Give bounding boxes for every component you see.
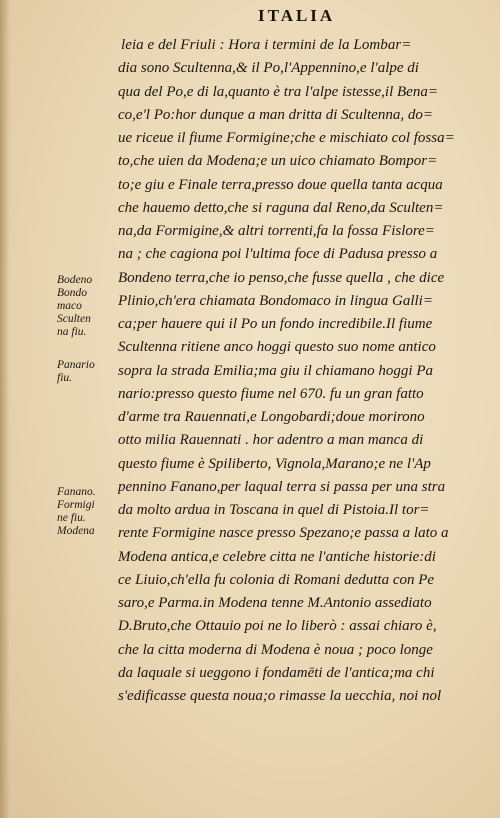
text-line: Modena antica,e celebre citta ne l'antiche historie:di xyxy=(118,548,436,565)
margin-note xyxy=(57,274,117,339)
text-line: na,da Formigine,& altri torrenti,fa la fossa Fislore= xyxy=(118,223,435,239)
running-head xyxy=(0,6,500,30)
text-line: questo fiume è Spiliberto, Vignola,Marano;e ne l'Ap xyxy=(118,455,431,472)
text-line: ue riceue il fiume Formigine;che e mischiato col fossa= xyxy=(118,130,455,146)
text-line: d'arme tra Rauennati,e Longobardi;doue morirono xyxy=(118,409,425,425)
text-line: co,e'l Po:hor dunque a man dritta di Scultenna, do= xyxy=(118,106,433,123)
text-line: da laquale si ueggono i fondamēti de l'antica;ma chi xyxy=(118,664,435,681)
margin-note-line: Formigi xyxy=(57,499,95,511)
text-line: to;e giu e Finale terra,presso doue quella tanta acqua xyxy=(118,176,443,193)
margin-note-line: Fanano. xyxy=(57,486,96,498)
text-line: rente Formigine nasce presso Spezano;e passa a lato a xyxy=(118,525,449,542)
text-line: Bondeno terra,che io penso,che fusse quella , che dice xyxy=(118,269,445,286)
running-title: ITALIA xyxy=(258,6,336,25)
text-line: che hauemo detto,che si raguna dal Reno,da Sculten= xyxy=(118,199,444,216)
text-line: che la citta moderna di Modena è noua ; poco longe xyxy=(118,641,433,658)
text-line: D.Bruto,che Ottauio poi ne lo liberò : assai chiaro è, xyxy=(118,618,437,635)
text-line: ca;per hauere qui il Po un fondo incredibile.Il fiume xyxy=(118,316,433,332)
text-line: Plinio,ch'era chiamata Bondomaco in lingua Galli= xyxy=(118,292,433,309)
text-line: pennino Fanano,per laqual terra si passa per una stra xyxy=(118,478,446,495)
text-line: sopra la strada Emilia;ma giu il chiamano hoggi Pa xyxy=(118,362,433,379)
margin-note xyxy=(57,486,117,538)
margin-note xyxy=(57,359,117,385)
margin-note-line: na fiu. xyxy=(57,326,87,338)
text-line: na ; che cagiona poi l'ultima foce di Padusa presso a xyxy=(118,246,438,263)
margin-note-line: maco xyxy=(57,300,82,312)
page-edge-shadow xyxy=(0,0,10,818)
text-line: otto milia Rauennati . hor adentro a man manca di xyxy=(118,432,424,449)
margin-note-line: Sculten xyxy=(57,313,91,325)
body-text xyxy=(118,34,488,708)
text-line: da molto ardua in Toscana in quel di Pistoia.Il tor= xyxy=(118,502,430,518)
margin-note-line: Bondo xyxy=(57,287,88,299)
text-line: saro,e Parma.in Modena tenne M.Antonio assediato xyxy=(118,595,432,611)
margin-note-line: Modena xyxy=(57,525,95,537)
margin-note-line: Panario xyxy=(57,359,95,371)
text-line: s'edificasse questa noua;o rimasse la uecchia, noi nol xyxy=(118,688,442,704)
text-line: ce Liuio,ch'ella fu colonia di Romani dedutta con Pe xyxy=(118,571,435,588)
text-line: leia e del Friuli : Hora i termini de la Lombar= xyxy=(121,37,412,53)
margin-note-line: fiu. xyxy=(57,372,73,384)
text-line: nario:presso questo fiume nel 670. fu un gran fatto xyxy=(118,385,424,402)
text-line: Scultenna ritiene anco hoggi questo suo nome antico xyxy=(118,339,436,356)
text-line: to,che uien da Modena;e un uico chiamato Bompor= xyxy=(118,153,438,170)
margin-note-line: ne fiu. xyxy=(57,512,86,524)
margin-note-line: Bodeno xyxy=(57,274,93,286)
text-line: qua del Po,e di la,quanto è tra l'alpe istesse,il Bena= xyxy=(118,83,438,100)
text-line: dia sono Scultenna,& il Po,l'Appennino,e l'alpe di xyxy=(118,60,419,77)
